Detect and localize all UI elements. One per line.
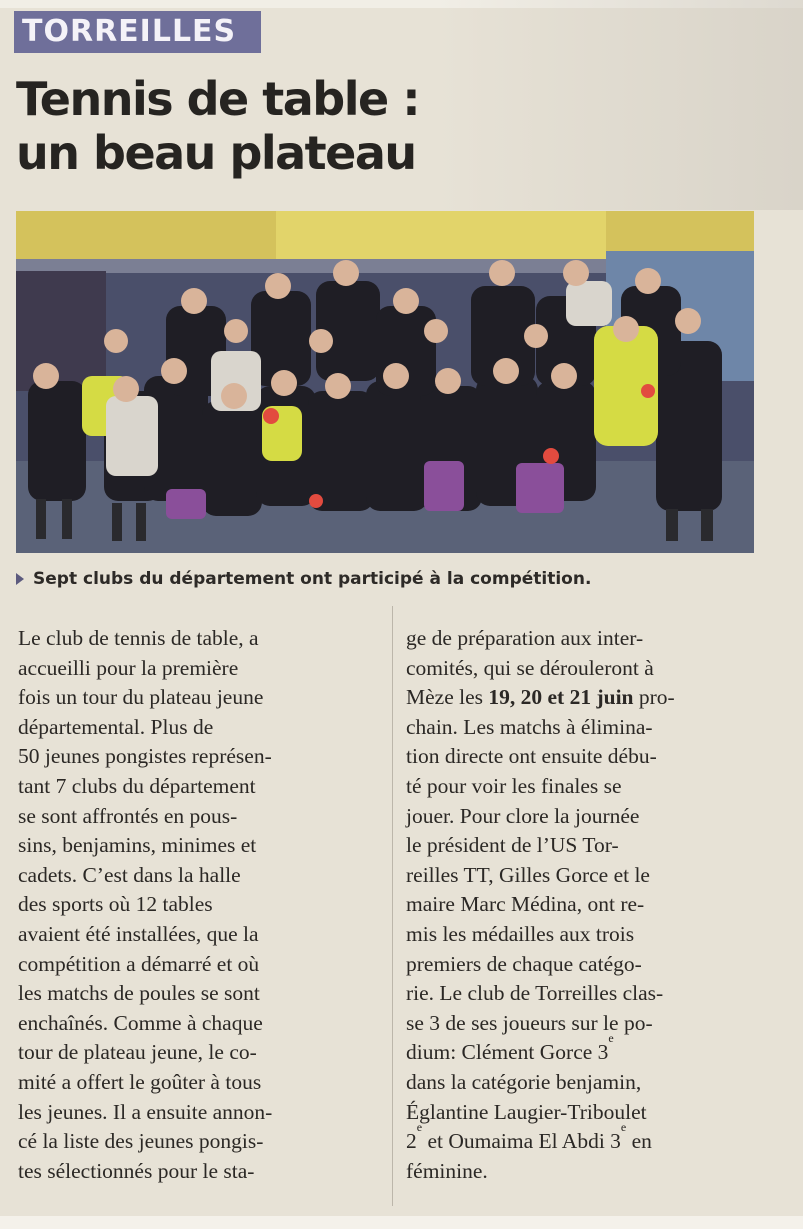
article-line: enchaînés. Comme à chaque (18, 1010, 263, 1035)
article-line: Le club de tennis de table, a (18, 626, 259, 650)
article-line: rie. Le club de Torreilles clas- (406, 981, 664, 1006)
article-line: mité a offert le goûter à tous (18, 1069, 262, 1094)
article-line: dans la catégorie benjamin, (406, 1069, 642, 1094)
paper-bottom-edge (0, 1216, 803, 1229)
article-line: reilles TT, Gilles Gorce et le (406, 862, 650, 887)
rubric-label: TORREILLES (22, 14, 237, 49)
superscript: e (416, 1120, 423, 1135)
article-line: chain. Les matchs à élimina- (406, 714, 653, 739)
article-line: les jeunes. Il a ensuite annon- (18, 1099, 273, 1124)
article-line: fois un tour du plateau jeune (18, 685, 264, 710)
article-line (406, 683, 758, 713)
article-line: avaient été installées, que la (18, 921, 259, 946)
article-line: accueilli pour la première (18, 655, 239, 680)
article-line: ge de préparation aux inter- (406, 626, 644, 650)
article-line: départemental. Plus de (18, 714, 214, 739)
caption-text: Sept clubs du département ont participé à la compétition. (33, 569, 592, 589)
group-photo (16, 211, 754, 553)
adjacent-column-bleed (436, 0, 803, 210)
article-line: jouer. Pour clore la journée (406, 803, 640, 828)
article-line: maire Marc Médina, ont re- (406, 892, 645, 917)
article-column-2 (406, 624, 758, 1186)
article-line: té pour voir les finales se (406, 773, 622, 798)
article-line (406, 1120, 758, 1157)
superscript: e (608, 1031, 614, 1046)
article-column-1 (18, 624, 370, 1186)
article-line (406, 1031, 758, 1068)
article-line: féminine. (406, 1158, 488, 1183)
text-run: en (626, 1129, 652, 1154)
section-rubric (14, 11, 261, 53)
article-line: tes sélectionnés pour le sta- (18, 1158, 255, 1183)
article-line: tion directe ont ensuite débu- (406, 744, 657, 769)
event-dates: 19, 20 et 21 juin (488, 685, 634, 710)
article-line: premiers de chaque catégo- (406, 951, 642, 976)
text-run: 2 (406, 1129, 417, 1154)
article-line: se sont affrontés en pous- (18, 803, 238, 828)
text-run: Mèze les (406, 685, 489, 710)
superscript: e (620, 1120, 627, 1135)
article-line: sins, benjamins, minimes et (18, 833, 257, 858)
article-line: tant 7 clubs du département (18, 773, 256, 798)
text-run: dium: Clément Gorce 3 (406, 1040, 609, 1065)
column-divider (392, 606, 393, 1206)
text-run: pro- (633, 685, 675, 710)
article-line: tour de plateau jeune, le co- (18, 1040, 257, 1065)
article-line: se 3 de ses joueurs sur le po- (406, 1010, 653, 1035)
headline-line-2: un beau plateau (16, 126, 416, 180)
article-line: cadets. C’est dans la halle (18, 862, 241, 887)
text-run: et Oumaima El Abdi 3 (422, 1129, 621, 1154)
article-line: compétition a démarré et où (18, 951, 260, 976)
article-headline (16, 72, 446, 180)
headline-line-1: Tennis de table : (16, 72, 420, 126)
article-line: des sports où 12 tables (18, 892, 213, 917)
article-line: le président de l’US Tor- (406, 833, 619, 858)
article-line: les matchs de poules se sont (18, 981, 260, 1006)
article-line: comités, qui se dérouleront à (406, 655, 654, 680)
article-line: cé la liste des jeunes pongis- (18, 1129, 264, 1154)
article-line: Églantine Laugier-Triboulet (406, 1099, 647, 1124)
article-line: 50 jeunes pongistes représen- (18, 744, 272, 769)
caption-bullet-icon (16, 573, 24, 585)
photo-caption (16, 566, 756, 592)
article-line: mis les médailles aux trois (406, 921, 635, 946)
